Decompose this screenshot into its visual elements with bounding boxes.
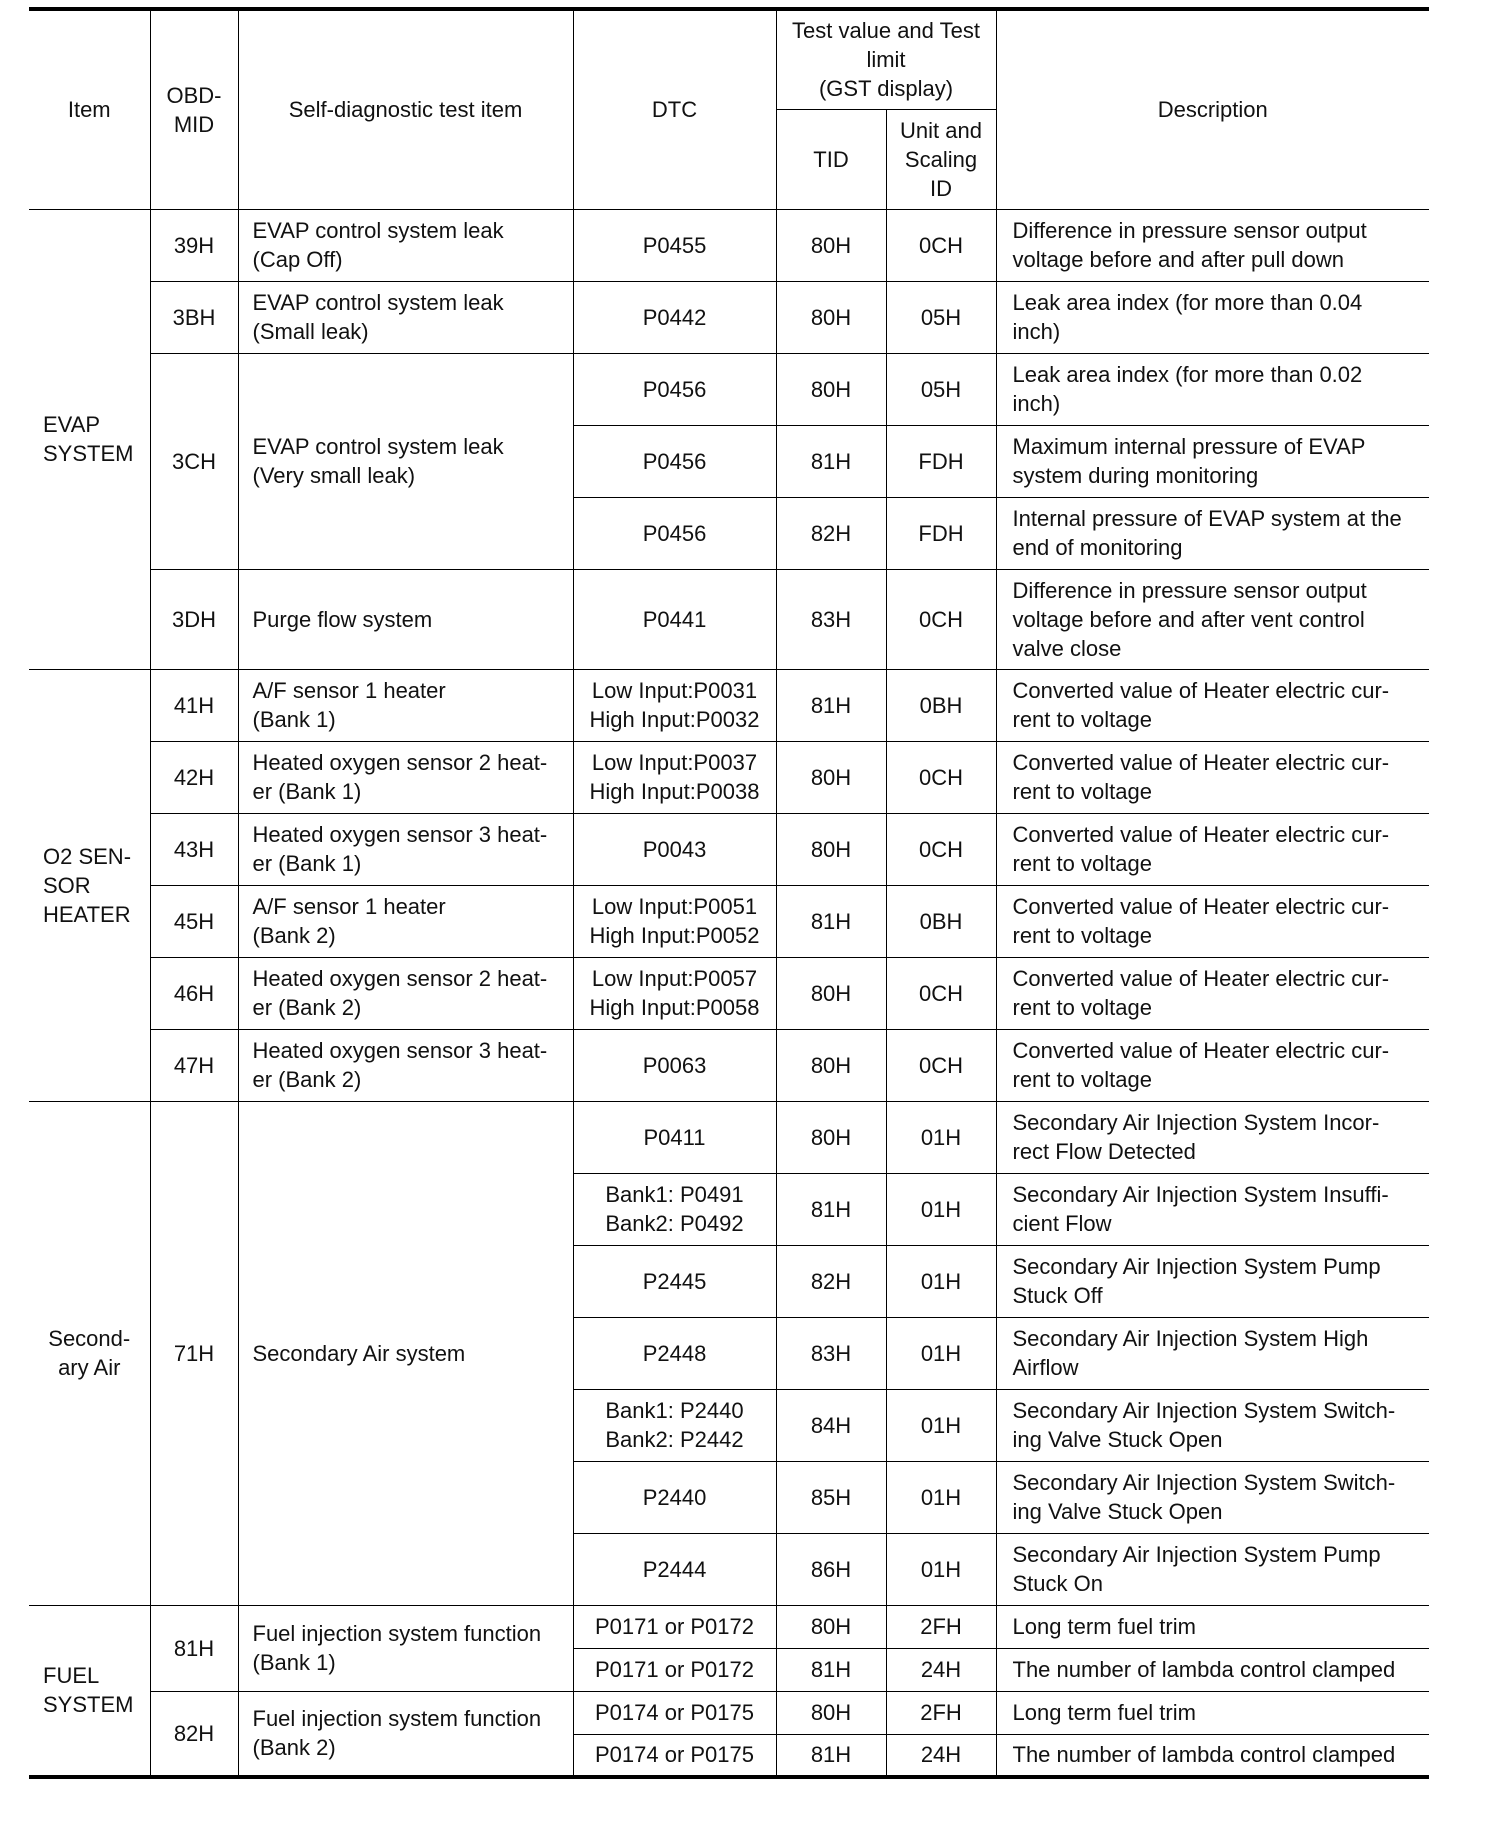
group-fuel-system: FUEL SYSTEM — [29, 1605, 150, 1777]
tid-cell: 80H — [776, 1691, 886, 1734]
group-o2-sensor-heater: O2 SEN- SOR HEATER — [29, 669, 150, 1101]
obd-mid-cell: 81H — [150, 1605, 238, 1691]
tid-cell: 81H — [776, 1734, 886, 1777]
obd-mid-cell: 82H — [150, 1691, 238, 1777]
obd-mid-cell: 43H — [150, 813, 238, 885]
unit-cell: FDH — [886, 497, 996, 569]
group-secondary-air: Second- ary Air — [29, 1101, 150, 1605]
tid-cell: 80H — [776, 741, 886, 813]
table-row — [29, 741, 1429, 813]
description-cell: Internal pressure of EVAP system at the end of monitoring — [996, 497, 1429, 569]
test-item-cell: Fuel injection system function (Bank 1) — [238, 1605, 573, 1691]
description-cell: Long term fuel trim — [996, 1691, 1429, 1734]
table-row — [29, 1691, 1429, 1734]
unit-cell: 01H — [886, 1389, 996, 1461]
description-cell: Secondary Air Injection System Pump Stuck Off — [996, 1245, 1429, 1317]
dtc-cell: P2440 — [573, 1461, 776, 1533]
description-cell: Leak area index (for more than 0.02 inch) — [996, 353, 1429, 425]
obd-mid-cell: 3DH — [150, 569, 238, 669]
description-cell: Secondary Air Injection System Insuffi- cient Flow — [996, 1173, 1429, 1245]
unit-cell: 0CH — [886, 569, 996, 669]
tid-cell: 81H — [776, 669, 886, 741]
dtc-cell: P0456 — [573, 425, 776, 497]
header-description: Description — [996, 9, 1429, 209]
test-item-cell: Secondary Air system — [238, 1101, 573, 1605]
dtc-cell: Bank1: P2440 Bank2: P2442 — [573, 1389, 776, 1461]
dtc-cell: P0174 or P0175 — [573, 1691, 776, 1734]
description-cell: Secondary Air Injection System Switch- ing Valve Stuck Open — [996, 1389, 1429, 1461]
description-cell: Difference in pressure sensor output voltage before and after vent control valve close — [996, 569, 1429, 669]
unit-cell: 0CH — [886, 209, 996, 281]
description-cell: Secondary Air Injection System Switch- ing Valve Stuck Open — [996, 1461, 1429, 1533]
obd-mid-cell: 47H — [150, 1029, 238, 1101]
test-item-cell: EVAP control system leak (Cap Off) — [238, 209, 573, 281]
description-cell: Converted value of Heater electric cur- rent to voltage — [996, 669, 1429, 741]
unit-cell: 01H — [886, 1533, 996, 1605]
unit-cell: 01H — [886, 1317, 996, 1389]
tid-cell: 82H — [776, 1245, 886, 1317]
obd-mid-cell: 41H — [150, 669, 238, 741]
dtc-cell: P0456 — [573, 497, 776, 569]
description-cell: Difference in pressure sensor output voltage before and after pull down — [996, 209, 1429, 281]
test-item-cell: Heated oxygen sensor 3 heat- er (Bank 2) — [238, 1029, 573, 1101]
table-row — [29, 569, 1429, 669]
tid-cell: 80H — [776, 1029, 886, 1101]
table-row — [29, 813, 1429, 885]
unit-cell: 0CH — [886, 1029, 996, 1101]
tid-cell: 81H — [776, 425, 886, 497]
test-item-cell: A/F sensor 1 heater (Bank 1) — [238, 669, 573, 741]
dtc-cell: P0411 — [573, 1101, 776, 1173]
header-obd-mid: OBD- MID — [150, 9, 238, 209]
tid-cell: 84H — [776, 1389, 886, 1461]
unit-cell: 0CH — [886, 741, 996, 813]
tid-cell: 80H — [776, 957, 886, 1029]
table-row — [29, 1101, 1429, 1173]
table-row — [29, 957, 1429, 1029]
tid-cell: 80H — [776, 813, 886, 885]
table-row — [29, 209, 1429, 281]
obd-monitor-table — [29, 7, 1429, 1779]
unit-cell: 24H — [886, 1734, 996, 1777]
obd-mid-cell: 39H — [150, 209, 238, 281]
description-cell: The number of lambda control clamped — [996, 1648, 1429, 1691]
unit-cell: 05H — [886, 281, 996, 353]
dtc-cell: Low Input:P0051 High Input:P0052 — [573, 885, 776, 957]
tid-cell: 83H — [776, 1317, 886, 1389]
unit-cell: 0CH — [886, 813, 996, 885]
test-item-cell: EVAP control system leak (Very small leak) — [238, 353, 573, 569]
dtc-cell: P2448 — [573, 1317, 776, 1389]
tid-cell: 85H — [776, 1461, 886, 1533]
tid-cell: 80H — [776, 281, 886, 353]
obd-mid-cell: 42H — [150, 741, 238, 813]
description-cell: Long term fuel trim — [996, 1605, 1429, 1648]
description-cell: Maximum internal pressure of EVAP system during monitoring — [996, 425, 1429, 497]
dtc-cell: Low Input:P0031 High Input:P0032 — [573, 669, 776, 741]
unit-cell: 01H — [886, 1461, 996, 1533]
test-item-cell: Heated oxygen sensor 2 heat- er (Bank 1) — [238, 741, 573, 813]
unit-cell: 01H — [886, 1101, 996, 1173]
header-dtc: DTC — [573, 9, 776, 209]
dtc-cell: P0171 or P0172 — [573, 1648, 776, 1691]
obd-mid-cell: 3BH — [150, 281, 238, 353]
test-item-cell: EVAP control system leak (Small leak) — [238, 281, 573, 353]
unit-cell: 05H — [886, 353, 996, 425]
description-cell: Secondary Air Injection System Incor- rect Flow Detected — [996, 1101, 1429, 1173]
dtc-cell: P2444 — [573, 1533, 776, 1605]
unit-cell: 0BH — [886, 885, 996, 957]
tid-cell: 80H — [776, 1101, 886, 1173]
unit-cell: 2FH — [886, 1691, 996, 1734]
obd-mid-cell: 46H — [150, 957, 238, 1029]
tid-cell: 80H — [776, 209, 886, 281]
description-cell: Converted value of Heater electric cur- rent to voltage — [996, 957, 1429, 1029]
tid-cell: 82H — [776, 497, 886, 569]
tid-cell: 81H — [776, 885, 886, 957]
dtc-cell: P2445 — [573, 1245, 776, 1317]
obd-mid-cell: 3CH — [150, 353, 238, 569]
unit-cell: 01H — [886, 1173, 996, 1245]
obd-mid-cell: 45H — [150, 885, 238, 957]
unit-cell: 0CH — [886, 957, 996, 1029]
tid-cell: 81H — [776, 1648, 886, 1691]
unit-cell: 24H — [886, 1648, 996, 1691]
test-item-cell: A/F sensor 1 heater (Bank 2) — [238, 885, 573, 957]
test-item-cell: Heated oxygen sensor 3 heat- er (Bank 1) — [238, 813, 573, 885]
description-cell: The number of lambda control clamped — [996, 1734, 1429, 1777]
dtc-cell: P0456 — [573, 353, 776, 425]
dtc-cell: P0442 — [573, 281, 776, 353]
test-item-cell: Fuel injection system function (Bank 2) — [238, 1691, 573, 1777]
description-cell: Converted value of Heater electric cur- rent to voltage — [996, 741, 1429, 813]
header-unit-scaling-id: Unit and Scaling ID — [886, 109, 996, 209]
table-row — [29, 353, 1429, 425]
dtc-cell: P0174 or P0175 — [573, 1734, 776, 1777]
header-test-value: Test value and Test limit (GST display) — [776, 9, 996, 109]
header-tid: TID — [776, 109, 886, 209]
tid-cell: 83H — [776, 569, 886, 669]
description-cell: Converted value of Heater electric cur- rent to voltage — [996, 1029, 1429, 1101]
tid-cell: 80H — [776, 353, 886, 425]
dtc-cell: Low Input:P0057 High Input:P0058 — [573, 957, 776, 1029]
table-row — [29, 1605, 1429, 1648]
unit-cell: FDH — [886, 425, 996, 497]
header-test-item: Self-diagnostic test item — [238, 9, 573, 209]
tid-cell: 86H — [776, 1533, 886, 1605]
dtc-cell: P0171 or P0172 — [573, 1605, 776, 1648]
description-cell: Secondary Air Injection System Pump Stuck On — [996, 1533, 1429, 1605]
tid-cell: 81H — [776, 1173, 886, 1245]
dtc-cell: P0063 — [573, 1029, 776, 1101]
table-row — [29, 669, 1429, 741]
dtc-cell: Bank1: P0491 Bank2: P0492 — [573, 1173, 776, 1245]
dtc-cell: P0441 — [573, 569, 776, 669]
table-row — [29, 1029, 1429, 1101]
dtc-cell: P0455 — [573, 209, 776, 281]
test-item-cell: Heated oxygen sensor 2 heat- er (Bank 2) — [238, 957, 573, 1029]
obd-mid-cell: 71H — [150, 1101, 238, 1605]
dtc-cell: Low Input:P0037 High Input:P0038 — [573, 741, 776, 813]
unit-cell: 0BH — [886, 669, 996, 741]
description-cell: Converted value of Heater electric cur- rent to voltage — [996, 885, 1429, 957]
table-row — [29, 885, 1429, 957]
unit-cell: 2FH — [886, 1605, 996, 1648]
table-row — [29, 281, 1429, 353]
header-item: Item — [29, 9, 150, 209]
description-cell: Secondary Air Injection System High Airflow — [996, 1317, 1429, 1389]
tid-cell: 80H — [776, 1605, 886, 1648]
group-evap-system: EVAP SYSTEM — [29, 209, 150, 669]
test-item-cell: Purge flow system — [238, 569, 573, 669]
dtc-cell: P0043 — [573, 813, 776, 885]
description-cell: Leak area index (for more than 0.04 inch) — [996, 281, 1429, 353]
unit-cell: 01H — [886, 1245, 996, 1317]
description-cell: Converted value of Heater electric cur- rent to voltage — [996, 813, 1429, 885]
